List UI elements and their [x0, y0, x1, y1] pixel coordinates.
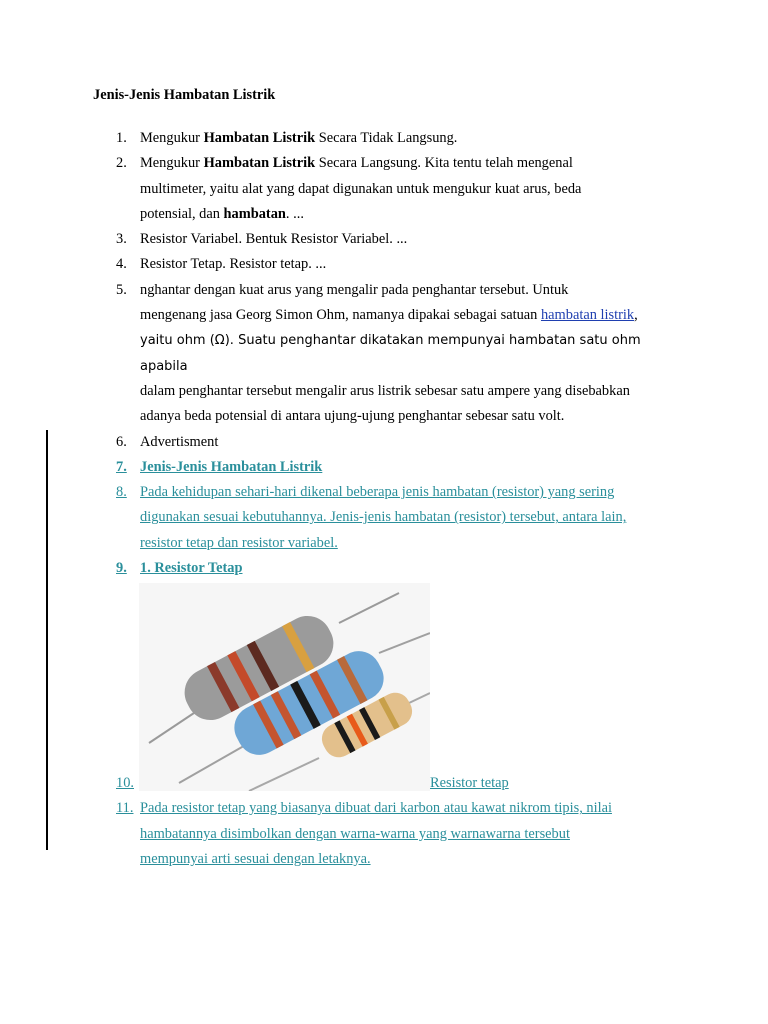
- image-caption[interactable]: Resistor tetap: [430, 775, 509, 792]
- item-text: Resistor Tetap. Resistor tetap. ...: [140, 256, 327, 273]
- item-bold-text: Hambatan Listrik: [203, 130, 316, 146]
- list-item: [110, 252, 690, 277]
- item-text[interactable]: resistor tetap dan resistor variabel.: [140, 534, 338, 551]
- item-text: mengenang jasa Georg Simon Ohm, namanya dipakai sebagai satuan: [140, 307, 541, 324]
- list-item: [110, 227, 690, 252]
- item-text: nghantar dengan kuat arus yang mengalir pada penghantar tersebut. Untuk: [140, 281, 569, 298]
- item-text: Mengukur: [140, 130, 204, 146]
- item-text: Secara Langsung. Kita tentu telah mengenal: [315, 155, 573, 172]
- list-item: [110, 430, 690, 455]
- item-number: 5.: [116, 281, 127, 298]
- item-text: Secara Tidak Langsung.: [315, 130, 458, 146]
- item-text[interactable]: Pada kehidupan sehari-hari dikenal beberapa jenis hambatan (resistor) yang sering: [140, 484, 615, 501]
- photo-background: [139, 583, 430, 791]
- item-text[interactable]: digunakan sesuai kebutuhannya. Jenis-jenis hambatan (resistor) tersebut, antara lain,: [140, 509, 627, 526]
- item-number: 6.: [116, 433, 127, 450]
- item-number: 3.: [116, 231, 127, 248]
- item-text: potensial, dan: [140, 205, 224, 222]
- item-text[interactable]: hambatannya disimbolkan dengan warna-warna yang warnawarna tersebut: [140, 825, 570, 842]
- item-number: 4.: [116, 256, 127, 273]
- list-item[interactable]: [110, 556, 690, 581]
- item-text: ,: [634, 307, 638, 324]
- item-text: yaitu ohm (Ω).: [140, 333, 239, 349]
- item-text: Mengukur: [140, 155, 204, 172]
- list-item: [110, 278, 690, 430]
- item-text: adanya beda potensial di antara ujung-ujung penghantar sebesar satu volt.: [140, 408, 565, 425]
- item-number: 9.: [116, 560, 127, 577]
- heading-link[interactable]: 1. Resistor Tetap: [140, 560, 243, 577]
- item-number: 10.: [116, 775, 134, 792]
- numbered-list: [110, 126, 690, 872]
- item-text[interactable]: Pada resistor tetap yang biasanya dibuat dari karbon atau kawat nikrom tipis, nilai: [140, 800, 612, 817]
- item-bold-text: hambatan: [223, 205, 286, 222]
- item-bold-text: Hambatan Listrik: [203, 155, 316, 172]
- list-item: [110, 151, 690, 227]
- item-text: . ...: [285, 205, 304, 222]
- item-text: Resistor Variabel. Bentuk Resistor Variabel. ...: [140, 231, 408, 248]
- list-item: [110, 126, 690, 151]
- item-text[interactable]: mempunyai arti sesuai dengan letaknya.: [140, 850, 371, 867]
- hambatan-listrik-link[interactable]: hambatan listrik: [540, 307, 635, 324]
- document-title: Jenis-Jenis Hambatan Listrik: [93, 87, 276, 103]
- list-item[interactable]: [110, 796, 690, 872]
- item-text: Advertisment: [140, 433, 219, 450]
- item-number: 1.: [116, 130, 127, 146]
- item-number: 11.: [116, 800, 134, 817]
- resistor-photo: [139, 583, 430, 791]
- item-text: multimeter, yaitu alat yang dapat digunakan untuk mengukur kuat arus, beda: [140, 180, 582, 197]
- list-item[interactable]: [110, 455, 690, 480]
- item-text: dalam penghantar tersebut mengalir arus listrik sebesar satu ampere yang disebabkan: [140, 382, 630, 399]
- item-number: 2.: [116, 155, 127, 172]
- item-number: 8.: [116, 484, 127, 501]
- list-item[interactable]: [110, 581, 690, 796]
- heading-link[interactable]: Jenis-Jenis Hambatan Listrik: [140, 458, 323, 475]
- item-text: Suatu penghantar dikatakan mempunyai hambatan satu ohm apabila: [140, 333, 641, 374]
- change-bar: [46, 430, 48, 850]
- list-item[interactable]: [110, 480, 690, 556]
- item-number: 7.: [116, 458, 127, 475]
